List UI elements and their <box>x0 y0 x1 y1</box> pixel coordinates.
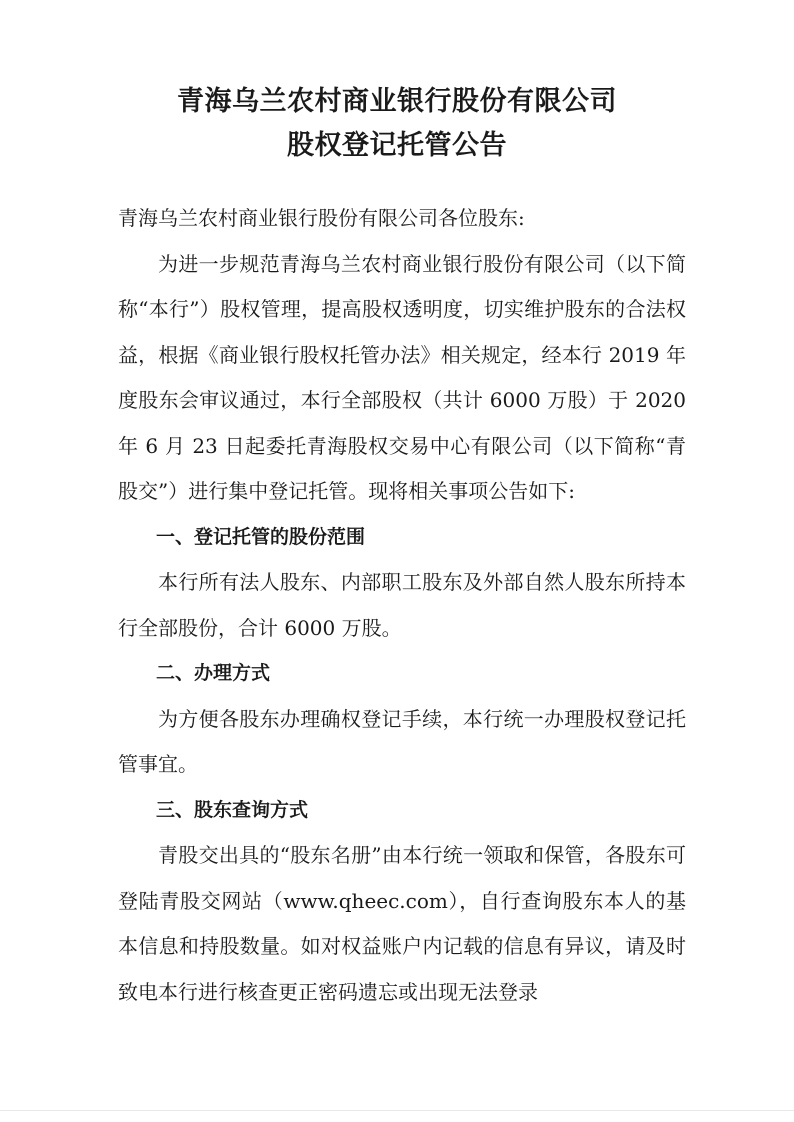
section-text-procedure: 为方便各股东办理确权登记手续，本行统一办理股权登记托管事宜。 <box>118 706 686 776</box>
section-text-share-scope: 本行所有法人股东、内部职工股东及外部自然人股东所持本行全部股份，合计 6000 万股。 <box>118 570 686 640</box>
document-title <box>0 80 794 168</box>
section-heading-inquiry: 三、股东查询方式 <box>156 798 309 821</box>
section-heading-procedure: 二、办理方式 <box>156 662 271 684</box>
title-line-announcement: 股权登记托管公告 <box>287 130 507 161</box>
intro-paragraph: 为进一步规范青海乌兰农村商业银行股份有限公司（以下简称“本行”）股权管理，提高股权透明度，切实维护股东的合法权益，根据《商业银行股权托管办法》相关规定，经本行 2019 年度股东会审议通过，本行全部股权（共计 6000 万股）于 2020 年 6 月 23 日起委托青海股权交易中心有限公司（以下简称“青股交”）进行集中登记托管。现将相关事项公告如下: <box>118 251 686 503</box>
title-line-bank-name: 青海乌兰农村商业银行股份有限公司 <box>177 86 617 117</box>
section-text-inquiry: 青股交出具的“股东名册”由本行统一领取和保管，各股东可登陆青股交网站（www.qheec.com），自行查询股东本人的基本信息和持股数量。如对权益账户内记载的信息有异议，请及时致电本行进行核查更正密码遗忘或出现无法登录 <box>118 843 686 1004</box>
document-body <box>118 196 686 1015</box>
page-bottom-edge <box>0 1110 794 1111</box>
section-heading-share-scope: 一、登记托管的股份范围 <box>156 525 366 548</box>
salutation: 青海乌兰农村商业银行股份有限公司各位股东: <box>118 206 525 230</box>
